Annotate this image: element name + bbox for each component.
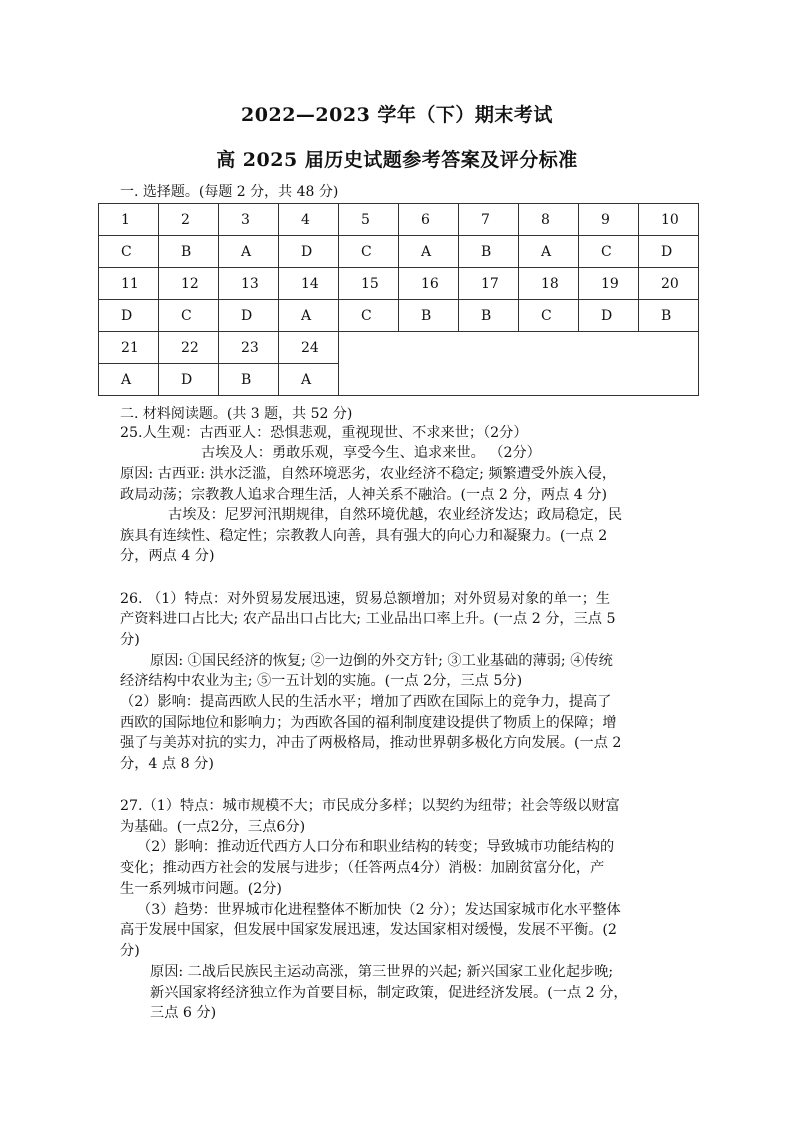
table-cell: D	[99, 300, 159, 332]
text-line: 变化；推动西方社会的发展与进步；（任答两点4分）消极：加剧贫富分化，产	[120, 860, 605, 876]
table-cell: A	[519, 236, 579, 268]
table-cell: 19	[579, 268, 639, 300]
empty-cell	[339, 332, 699, 396]
table-cell: B	[399, 300, 459, 332]
text-line: 古埃及人：勇敢乐观，享受今生、追求来世。 （2分）	[201, 445, 541, 461]
exam-title: 2022—2023 学年（下）期末考试	[241, 104, 553, 126]
text-line: 生一系列城市问题。(2分)	[120, 881, 282, 897]
text-line: 高于发展中国家，但发展中国家发展迅速，发达国家相对缓慢，发展不平衡。(2	[120, 922, 617, 938]
table-row	[99, 268, 699, 300]
table-cell: 1	[99, 204, 159, 236]
table-cell: 21	[99, 332, 159, 364]
text-line: 三点 6 分)	[150, 1005, 217, 1021]
table-cell: A	[219, 236, 279, 268]
table-cell: B	[219, 364, 279, 396]
table-cell: A	[279, 300, 339, 332]
table-cell: 3	[219, 204, 279, 236]
table-cell: B	[159, 236, 219, 268]
text-line: 政局动荡；宗教教人追求合理生活，人神关系不融洽。(一点 2 分，两点 4 分)	[120, 487, 607, 503]
text-line: 强了与美苏对抗的实力，冲击了两极格局，推动世界朝多极化方向发展。(一点 2	[120, 735, 622, 751]
table-cell: 8	[519, 204, 579, 236]
table-cell: B	[459, 236, 519, 268]
table-cell: 10	[639, 204, 699, 236]
text-line: 原因: ①国民经济的恢复; ②一边倒的外交方针; ③工业基础的薄弱; ④传统	[150, 653, 613, 669]
table-cell: D	[279, 236, 339, 268]
table-cell: 20	[639, 268, 699, 300]
text-line: 原因: 古西亚: 洪水泛滥，自然环境恶劣，农业经济不稳定; 频繁遭受外族入侵，	[120, 466, 617, 482]
table-cell: D	[639, 236, 699, 268]
table-cell: 24	[279, 332, 339, 364]
table-cell: D	[219, 300, 279, 332]
table-cell: A	[399, 236, 459, 268]
text-line: 古埃及：尼罗河汛期规律，自然环境优越，农业经济发达；政局稳定，民	[168, 507, 623, 523]
table-cell: A	[99, 364, 159, 396]
table-cell: 16	[399, 268, 459, 300]
text-line: （2）影响：提高西欧人民的生活水平；增加了西欧在国际上的竞争力，提高了	[120, 694, 612, 710]
section-2-heading: 二. 材料阅读题。(共 3 题，共 52 分)	[120, 406, 353, 422]
table-cell: 11	[99, 268, 159, 300]
text-line: 分)	[120, 632, 140, 648]
text-line: （3）趋势：世界城市化进程整体不断加快（2 分）；发达国家城市化水平整体	[137, 902, 621, 918]
text-line: 产资料进口占比大; 农产品出口占比大; 工业品出口率上升。(一点 2 分，三点 5	[120, 611, 616, 627]
text-line: 25.人生观：古西亚人：恐惧悲观，重视现世、不求来世；（2分）	[120, 425, 528, 441]
table-cell: 4	[279, 204, 339, 236]
answer-key-title: 高 2025 届历史试题参考答案及评分标准	[216, 149, 578, 171]
text-line: 原因: 二战后民族民主运动高涨，第三世界的兴起; 新兴国家工业化起步晚;	[150, 964, 614, 980]
table-cell: 9	[579, 204, 639, 236]
table-cell: 17	[459, 268, 519, 300]
table-cell: 23	[219, 332, 279, 364]
text-line: 新兴国家将经济独立作为首要目标，制定政策，促进经济发展。(一点 2 分，	[150, 985, 628, 1001]
table-cell: 7	[459, 204, 519, 236]
text-line: 26. （1）特点：对外贸易发展迅速，贸易总额增加；对外贸易对象的单一；生	[120, 591, 611, 607]
table-cell: C	[519, 300, 579, 332]
table-row	[99, 300, 699, 332]
table-row	[99, 204, 699, 236]
table-cell: 12	[159, 268, 219, 300]
table-cell: B	[459, 300, 519, 332]
answer-table	[98, 203, 699, 396]
table-cell: C	[339, 236, 399, 268]
text-line: 族具有连续性、稳定性；宗教教人向善，具有强大的向心力和凝聚力。(一点 2	[120, 528, 608, 544]
table-cell: B	[639, 300, 699, 332]
table-cell: C	[579, 236, 639, 268]
table-cell: C	[159, 300, 219, 332]
text-line: 分)	[120, 943, 140, 959]
table-cell: 6	[399, 204, 459, 236]
text-line: 分，4 点 8 分)	[120, 756, 214, 772]
table-cell: 22	[159, 332, 219, 364]
table-cell: 5	[339, 204, 399, 236]
text-line: 西欧的国际地位和影响力；为西欧各国的福利制度建设提供了物质上的保障；增	[120, 715, 617, 731]
text-line: 27.（1）特点：城市规模不大；市民成分多样；以契约为纽带；社会等级以财富	[120, 798, 620, 814]
text-line: 分，两点 4 分)	[120, 548, 215, 564]
table-cell: 18	[519, 268, 579, 300]
table-cell: 15	[339, 268, 399, 300]
table-cell: A	[279, 364, 339, 396]
table-cell: D	[579, 300, 639, 332]
text-line: （2）影响：推动近代西方人口分布和职业结构的转变；导致城市功能结构的	[137, 839, 615, 855]
text-line: 经济结构中农业为主; ⑤一五计划的实施。(一点 2分，三点 5分)	[120, 673, 523, 689]
table-cell: D	[159, 364, 219, 396]
table-cell: 14	[279, 268, 339, 300]
table-cell: 2	[159, 204, 219, 236]
text-line: 为基础。(一点2分，三点6分)	[120, 819, 306, 835]
table-cell: C	[99, 236, 159, 268]
table-row	[99, 332, 699, 364]
section-1-heading: 一. 选择题。(每题 2 分，共 48 分)	[120, 184, 339, 200]
table-cell: C	[339, 300, 399, 332]
table-row	[99, 236, 699, 268]
table-cell: 13	[219, 268, 279, 300]
